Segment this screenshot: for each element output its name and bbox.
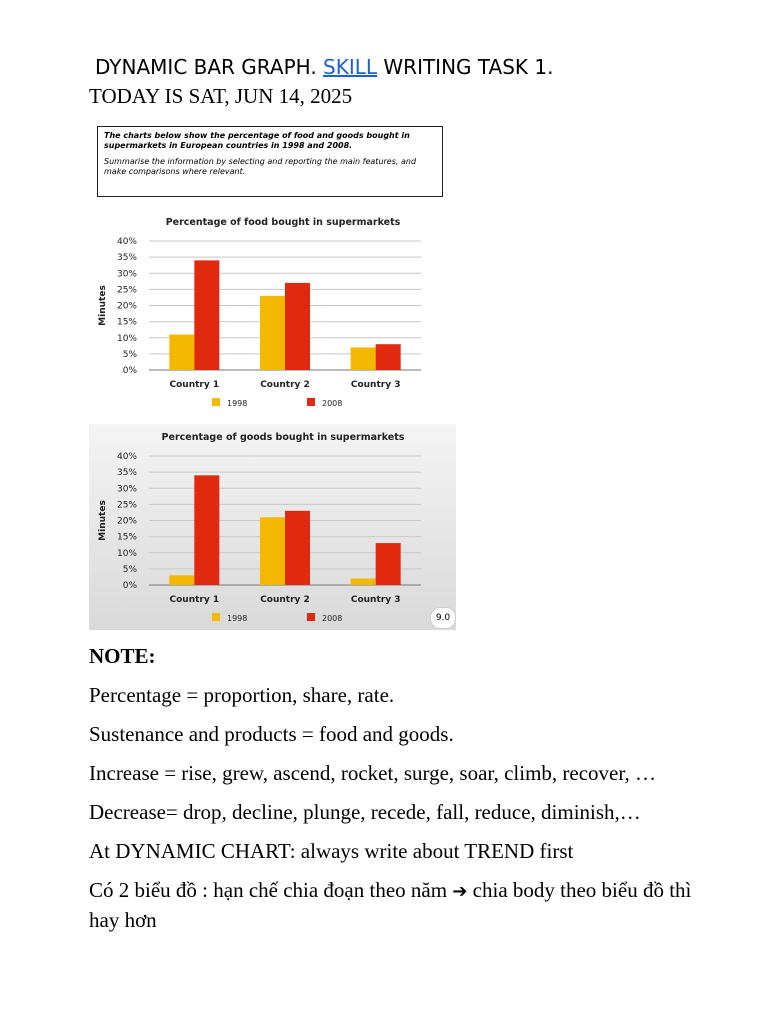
legend-label: 2008: [322, 614, 343, 623]
note-line-last: [89, 876, 699, 935]
note-last-before: Có 2 biểu đồ : hạn chế chia đoạn theo năm: [89, 878, 448, 902]
y-tick-label: 0%: [122, 581, 137, 591]
bar-2008-country-3: [376, 344, 401, 370]
task-figure: [89, 121, 456, 630]
heading-prefix: DYNAMIC BAR GRAPH.: [95, 55, 317, 79]
bar-2008-country-1: [194, 475, 219, 585]
notes-title: NOTE:: [89, 644, 156, 668]
legend-label: 2008: [322, 399, 343, 408]
x-tick-label: Country 3: [350, 595, 401, 605]
y-tick-label: 20%: [116, 301, 137, 312]
arrow-right-icon: ➔: [452, 881, 468, 902]
y-tick-label: 40%: [116, 452, 137, 462]
y-tick-label: 10%: [116, 548, 137, 559]
notes-section: [89, 642, 699, 945]
note-line: Percentage = proportion, share, rate.: [89, 683, 395, 707]
note-line: Decrease= drop, decline, plunge, recede, fall, reduce, diminish,…: [89, 800, 641, 824]
bar-2008-country-2: [285, 283, 310, 370]
x-tick-label: Country 1: [169, 595, 220, 605]
chart-title: Percentage of food bought in supermarkets: [165, 217, 401, 228]
y-tick-label: 25%: [116, 285, 137, 296]
task-prompt: The charts below show the percentage of food and goods bought in supermarkets in European countries in 1998 and 2008.: [104, 131, 410, 150]
note-last-after: chia body theo biểu đồ thì hay hơn: [89, 878, 692, 932]
document-heading: [95, 55, 554, 79]
x-tick-label: Country 2: [260, 595, 310, 605]
note-line: Increase = rise, grew, ascend, rocket, surge, soar, climb, recover, …: [89, 761, 657, 785]
bar-2008-country-1: [194, 260, 219, 370]
skill-link[interactable]: SKILL: [323, 55, 378, 79]
bar-1998-country-1: [169, 575, 194, 585]
note-line: At DYNAMIC CHART: always write about TREND first: [89, 839, 574, 863]
date-line: TODAY IS SAT, JUN 14, 2025: [89, 84, 353, 108]
y-tick-label: 15%: [116, 532, 137, 543]
note-line: Sustenance and products = food and goods.: [89, 722, 454, 746]
legend-swatch-2008: [307, 613, 315, 621]
heading-suffix: WRITING TASK 1.: [383, 55, 554, 79]
y-tick-label: 30%: [116, 269, 137, 280]
task-prompt-box: [97, 126, 443, 197]
y-tick-label: 40%: [116, 237, 137, 247]
y-tick-label: 15%: [116, 317, 137, 328]
legend-swatch-2008: [307, 398, 315, 406]
y-tick-label: 25%: [116, 500, 137, 511]
legend-swatch-1998: [212, 398, 220, 406]
y-tick-label: 20%: [116, 516, 137, 527]
y-tick-label: 5%: [122, 349, 137, 360]
legend-label: 1998: [227, 399, 248, 408]
y-tick-label: 35%: [116, 253, 137, 264]
y-tick-label: 10%: [116, 333, 137, 344]
x-tick-label: Country 2: [260, 380, 310, 390]
y-axis-label: Minutes: [98, 285, 108, 326]
y-tick-label: 5%: [122, 564, 137, 575]
food-chart: [89, 207, 456, 417]
task-instruction: Summarise the information by selecting and reporting the main features, and make comparisons where relevant.: [104, 157, 417, 176]
bar-2008-country-2: [285, 511, 310, 585]
chart-title: Percentage of goods bought in supermarkets: [161, 432, 405, 443]
bar-1998-country-2: [260, 517, 285, 585]
y-tick-label: 30%: [116, 484, 137, 495]
score-badge: 9.0: [430, 607, 456, 629]
bar-2008-country-3: [376, 543, 401, 585]
bar-1998-country-1: [169, 335, 194, 370]
x-tick-label: Country 1: [169, 380, 220, 390]
legend-swatch-1998: [212, 613, 220, 621]
bar-1998-country-3: [351, 347, 376, 370]
goods-chart: [89, 422, 456, 630]
legend-label: 1998: [227, 614, 248, 623]
y-tick-label: 0%: [122, 366, 137, 376]
y-tick-label: 35%: [116, 468, 137, 479]
y-axis-label: Minutes: [98, 500, 108, 541]
bar-1998-country-3: [351, 579, 376, 585]
x-tick-label: Country 3: [350, 380, 401, 390]
bar-1998-country-2: [260, 296, 285, 370]
